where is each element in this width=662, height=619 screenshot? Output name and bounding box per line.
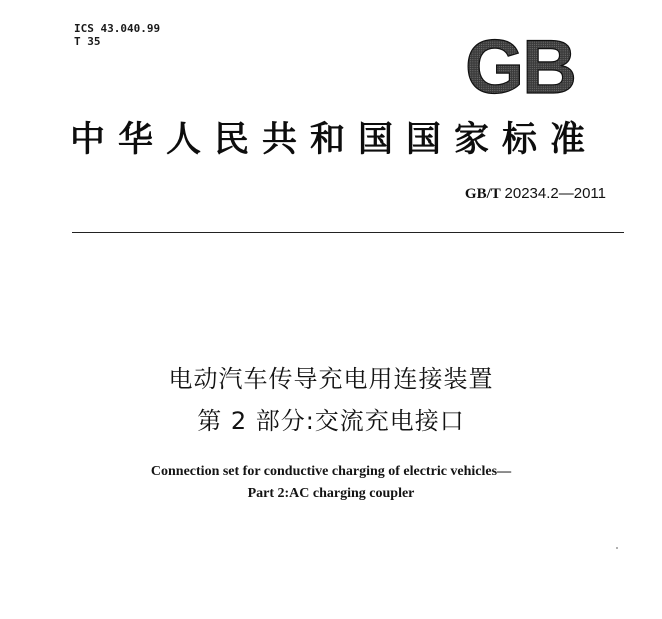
english-title-line-2: Part 2:AC charging coupler	[247, 486, 415, 501]
national-standard-title: 中华人民共和国国家标准	[70, 119, 599, 160]
standard-number	[465, 185, 606, 203]
ics-code: ICS 43.040.99	[74, 22, 161, 35]
classification-codes	[74, 22, 160, 48]
scan-speck	[616, 547, 618, 549]
ccs-code: T 35	[74, 35, 101, 48]
chinese-title-line-1: 电动汽车传导充电用连接装置	[168, 365, 494, 393]
standard-prefix: GB/T	[464, 186, 501, 202]
gb-logo-text: GB	[465, 30, 575, 100]
chinese-title-line-2: 第 2 部分:交流充电接口	[197, 407, 465, 435]
english-title-line-1: Connection set for conductive charging of electric vehicles—	[150, 464, 512, 479]
standard-number-value: 20234.2—2011	[504, 185, 606, 202]
gb-logo	[452, 30, 588, 100]
header-divider	[72, 232, 624, 233]
